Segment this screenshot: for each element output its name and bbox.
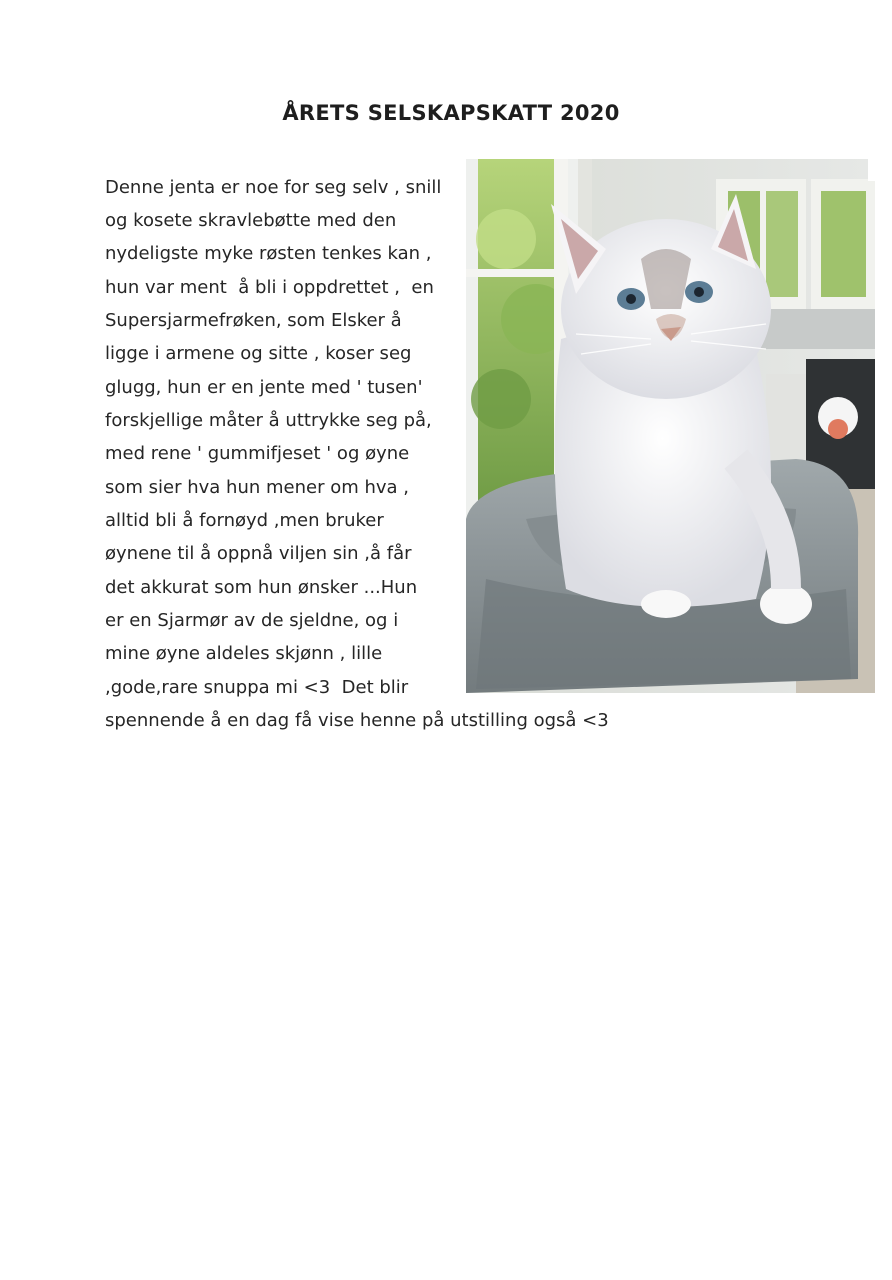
text-line: glugg, hun er en jente med ' tusen'	[105, 377, 423, 398]
text-line: med rene ' gummifjeset ' og øyne	[105, 443, 410, 464]
text-line: hun var ment å bli i oppdrettet , en	[105, 277, 434, 298]
text-line: øynene til å oppnå viljen sin ,å får	[105, 543, 412, 564]
text-line: ,gode,rare snuppa mi <3 Det blir	[105, 677, 409, 698]
text-line: forskjellige måter å uttrykke seg på,	[105, 410, 432, 431]
cat-photo	[466, 159, 875, 693]
text-line: mine øyne aldeles skjønn , lille	[105, 643, 383, 664]
text-line: som sier hva hun mener om hva ,	[105, 477, 409, 498]
text-line: Supersjarmefrøken, som Elsker å	[105, 310, 402, 331]
text-line: ligge i armene og sitte , koser seg	[105, 343, 412, 364]
document-title: ÅRETS SELSKAPSKATT 2020	[282, 101, 620, 125]
text-line: er en Sjarmør av de sjeldne, og i	[105, 610, 399, 631]
text-line: og kosete skravlebøtte med den	[105, 210, 397, 231]
text-line: alltid bli å fornøyd ,men bruker	[105, 510, 384, 531]
text-line: spennende å en dag få vise henne på utstilling også <3	[105, 710, 609, 731]
text-line: nydeligste myke røsten tenkes kan ,	[105, 243, 432, 264]
text-line: det akkurat som hun ønsker ...Hun	[105, 577, 418, 598]
text-line: Denne jenta er noe for seg selv , snill	[105, 177, 442, 198]
cat-photo-icon	[466, 159, 875, 693]
